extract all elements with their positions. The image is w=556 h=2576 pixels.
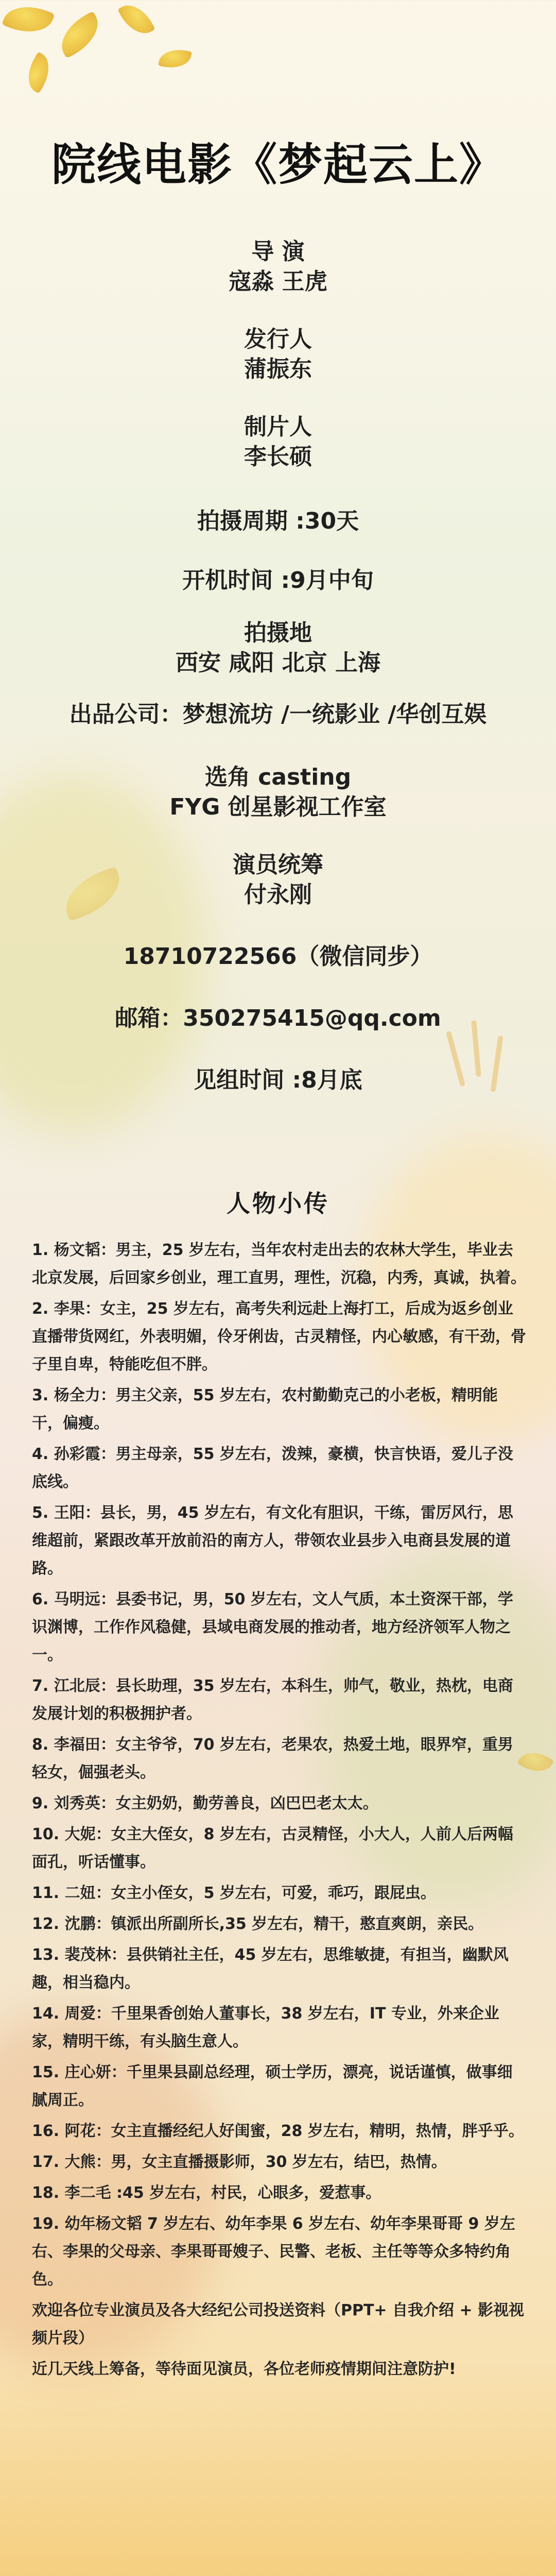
bio-item: 2. 李果：女主，25 岁左右，高考失利远赴上海打工，后成为返乡创业直播带货网红，外表明媚，伶牙俐齿，古灵精怪，内心敏感，有干劲，骨子里自卑，特能吃但不胖。 bbox=[32, 1300, 526, 1374]
bio-item: 5. 王阳：县长，男，45 岁左右，有文化有胆识，干练，雷厉风行，思维超前，紧跟改革开放前沿的南方人，带领农业县步入电商县发展的道路。 bbox=[32, 1504, 513, 1578]
location-cities: 西安 咸阳 北京 上海 bbox=[176, 650, 380, 676]
bio-item: 19. 幼年杨文韬 7 岁左右、幼年李果 6 岁左右、幼年李果哥哥 9 岁左右、李果的父母亲、李果哥哥嫂子、民警、老板、主任等等众多特约角色。 bbox=[32, 2215, 515, 2289]
health-note: 近几天线上筹备，等待面见演员，各位老师疫情期间注意防护! bbox=[32, 2360, 456, 2378]
publisher-name: 蒲振东 bbox=[244, 356, 312, 382]
director-names: 寇淼 王虎 bbox=[229, 268, 327, 295]
contact-phone: 18710722566（微信同步） bbox=[123, 943, 433, 970]
bio-item: 4. 孙彩霞：男主母亲，55 岁左右，泼辣，豪横，快言快语，爱儿子没底线。 bbox=[32, 1445, 513, 1491]
bio-item: 8. 李福田：女主爷爷，70 岁左右，老果农，热爱土地，眼界窄，重男轻女，倔强老头。 bbox=[32, 1736, 513, 1782]
producer-label: 制片人 bbox=[244, 414, 312, 440]
ginkgo-leaf-decoration bbox=[158, 46, 192, 71]
bio-item: 10. 大妮：女主大侄女，8 岁左右，古灵精怪，小大人，人前人后两幅面孔，听话懂事。 bbox=[32, 1825, 513, 1871]
coordinator-name: 付永刚 bbox=[244, 882, 312, 908]
submission-note: 欢迎各位专业演员及各大经纪公司投送资料（PPT+ 自我介绍 + 影视视频片段） bbox=[32, 2301, 525, 2347]
character-bios bbox=[32, 1236, 526, 2386]
bio-item: 18. 李二毛 :45 岁左右，村民，心眼多，爱惹事。 bbox=[32, 2184, 381, 2202]
bio-item: 13. 裴茂林：县供销社主任，45 岁左右，思维敏捷，有担当，幽默风趣，相当稳内。 bbox=[32, 1946, 509, 1992]
bio-item: 7. 江北辰：县长助理，35 岁左右，本科生，帅气，敬业，热枕，电商发展计划的积极拥护者。 bbox=[32, 1677, 513, 1723]
producer-block bbox=[0, 412, 556, 472]
bio-item: 17. 大熊：男，女主直播摄影师，30 岁左右，结巴，热情。 bbox=[32, 2153, 447, 2171]
bio-item: 1. 杨文韬：男主，25 岁左右，当年农村走出去的农林大学生，毕业去北京发展，后回家乡创业，理工直男，理性，沉稳，内秀，真诚，执着。 bbox=[32, 1241, 526, 1287]
director-label: 导 演 bbox=[251, 239, 305, 265]
bio-item: 15. 庄心妍：千里果县副总经理，硕士学历，漂亮，说话谨慎，做事细腻周正。 bbox=[32, 2063, 513, 2109]
director-block bbox=[0, 237, 556, 297]
bio-item: 11. 二妞：女主小侄女，5 岁左右，可爱，乖巧，跟屁虫。 bbox=[32, 1884, 436, 1902]
production-companies: 出品公司：梦想流坊 /一统影业 /华创互娱 bbox=[69, 701, 487, 727]
ginkgo-leaf-decoration bbox=[117, 0, 155, 41]
bio-item: 12. 沈鹏：镇派出所副所长,35 岁左右，精干，憨直爽朗，亲民。 bbox=[32, 1915, 484, 1933]
bios-heading: 人物小传 bbox=[227, 1190, 329, 1217]
coordinator-label: 演员统筹 bbox=[233, 852, 323, 878]
meet-time: 见组时间 :8月底 bbox=[194, 1067, 362, 1093]
shooting-period: 拍摄周期 :30天 bbox=[197, 508, 359, 534]
location-block bbox=[0, 618, 556, 678]
producer-name: 李长硕 bbox=[244, 444, 312, 470]
poster-title: 院线电影《梦起云上》 bbox=[51, 139, 505, 191]
publisher-label: 发行人 bbox=[244, 326, 312, 352]
bio-item: 14. 周爱：千里果香创始人董事长，38 岁左右，IT 专业，外来企业家，精明干练，有头脑生意人。 bbox=[32, 2005, 499, 2050]
ginkgo-leaf-decoration bbox=[20, 52, 57, 94]
ginkgo-leaf-decoration bbox=[53, 11, 107, 59]
bio-item: 3. 杨全力：男主父亲，55 岁左右，农村勤勤克己的小老板，精明能干，偏瘦。 bbox=[32, 1386, 498, 1432]
ginkgo-leaf-decoration bbox=[2, 0, 55, 41]
contact-email: 邮箱：350275415@qq.com bbox=[115, 1005, 441, 1031]
publisher-block bbox=[0, 325, 556, 384]
casting-label: 选角 casting bbox=[204, 764, 352, 790]
bio-item: 6. 马明远：县委书记，男，50 岁左右，文人气质，本土资深干部，学识渊博，工作作风稳健，县域电商发展的推动者，地方经济领军人物之一。 bbox=[32, 1590, 513, 1664]
bio-item: 9. 刘秀英：女主奶奶，勤劳善良，凶巴巴老太太。 bbox=[32, 1794, 378, 1812]
casting-block bbox=[0, 762, 556, 822]
casting-studio: FYG 创星影视工作室 bbox=[169, 794, 387, 820]
bio-item: 16. 阿花：女主直播经纪人好闺蜜，28 岁左右，精明，热情，胖乎乎。 bbox=[32, 2122, 524, 2140]
location-label: 拍摄地 bbox=[244, 620, 312, 646]
start-time: 开机时间 :9月中旬 bbox=[182, 567, 374, 594]
coordinator-block bbox=[0, 850, 556, 910]
